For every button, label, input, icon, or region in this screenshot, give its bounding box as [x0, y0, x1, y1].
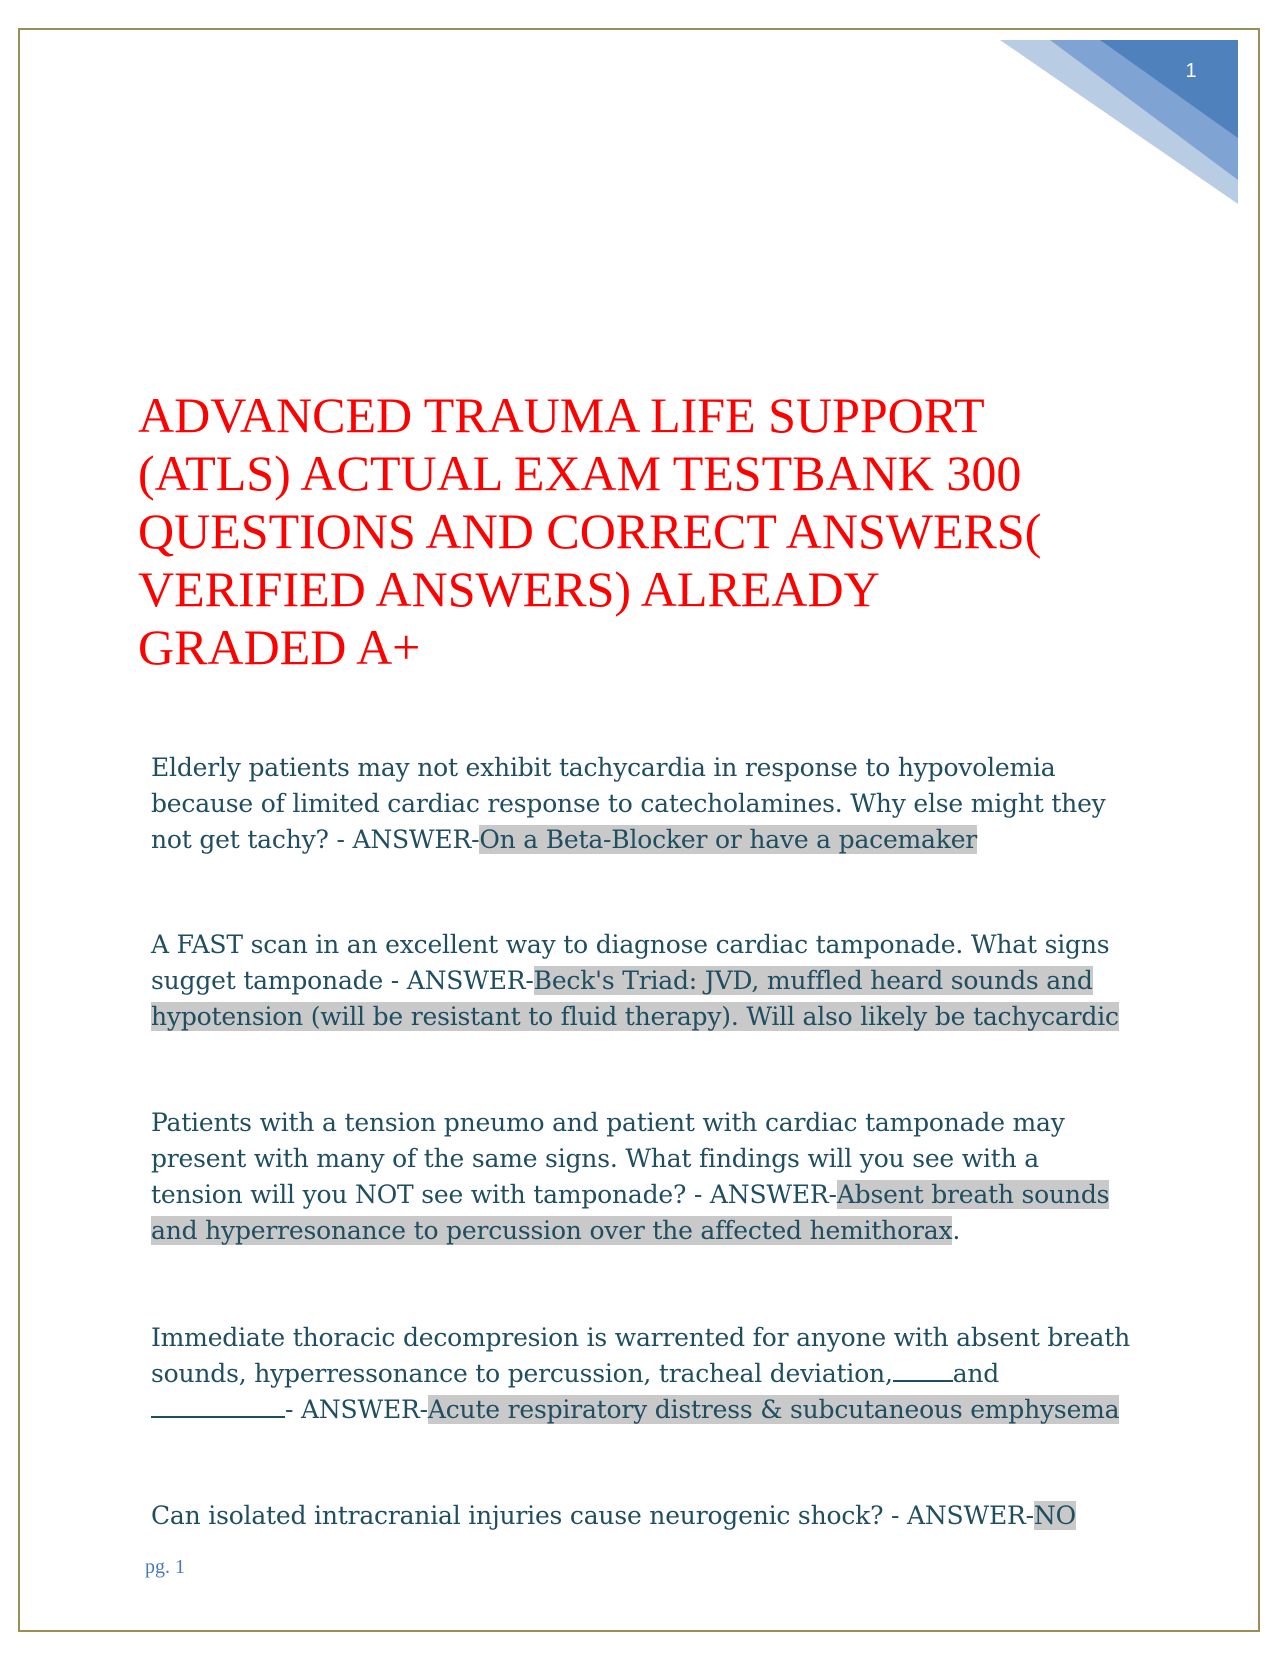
- answer-text: On a Beta-Blocker or have a pacemaker: [479, 825, 978, 854]
- question-text-and: and: [952, 1359, 1000, 1388]
- answer-text: NO: [1033, 1501, 1076, 1530]
- footer-page-label: pg. 1: [145, 1556, 185, 1578]
- qa-item-1: [151, 750, 1131, 858]
- answer-text: Acute respiratory distress & subcutaneous emphysema: [427, 1395, 1120, 1424]
- question-text: Immediate thoracic decompresion is warrented for anyone with absent breath sounds, hyperressonance to percussion, tracheal deviation,: [151, 1323, 1131, 1388]
- answer-suffix: .: [952, 1216, 961, 1245]
- qa-item-3: [151, 1105, 1131, 1249]
- answer-text: Absent breath sounds and hyperresonance to percussion over the affected hemithorax: [151, 1180, 1110, 1245]
- header-page-number: 1: [1185, 60, 1197, 82]
- question-text: Elderly patients may not exhibit tachycardia in response to hypovolemia because of limited cardiac response to catecholamines. Why else might they not get tachy? - ANSWER-: [151, 753, 1106, 854]
- qa-item-5: [151, 1498, 1131, 1534]
- answer-text: Beck's Triad: JVD, muffled heard sounds and hypotension (will be resistant to fluid therapy). Will also likely be tachycardic: [151, 966, 1119, 1031]
- qa-item-4: [151, 1320, 1131, 1428]
- question-text: A FAST scan in an excellent way to diagnose cardiac tamponade. What signs sugget tamponade - ANSWER-: [151, 930, 1110, 995]
- question-text: Can isolated intracranial injuries cause neurogenic shock? - ANSWER-: [151, 1501, 1034, 1530]
- fill-in-blank: [893, 1356, 953, 1382]
- question-answer-prefix: - ANSWER-: [285, 1395, 428, 1424]
- fill-in-blank: [151, 1392, 285, 1418]
- question-text: Patients with a tension pneumo and patient with cardiac tamponade may present with many of the same signs. What findings will you see with a tension will you NOT see with tamponade? - ANSWER-: [151, 1108, 1065, 1209]
- document-title: ADVANCED TRAUMA LIFE SUPPORT (ATLS) ACTUAL EXAM TESTBANK 300 QUESTIONS AND CORRECT ANSWERS( VERIFIED ANSWERS) ALREADY GRADED A+: [138, 387, 1042, 675]
- qa-item-2: [151, 927, 1131, 1035]
